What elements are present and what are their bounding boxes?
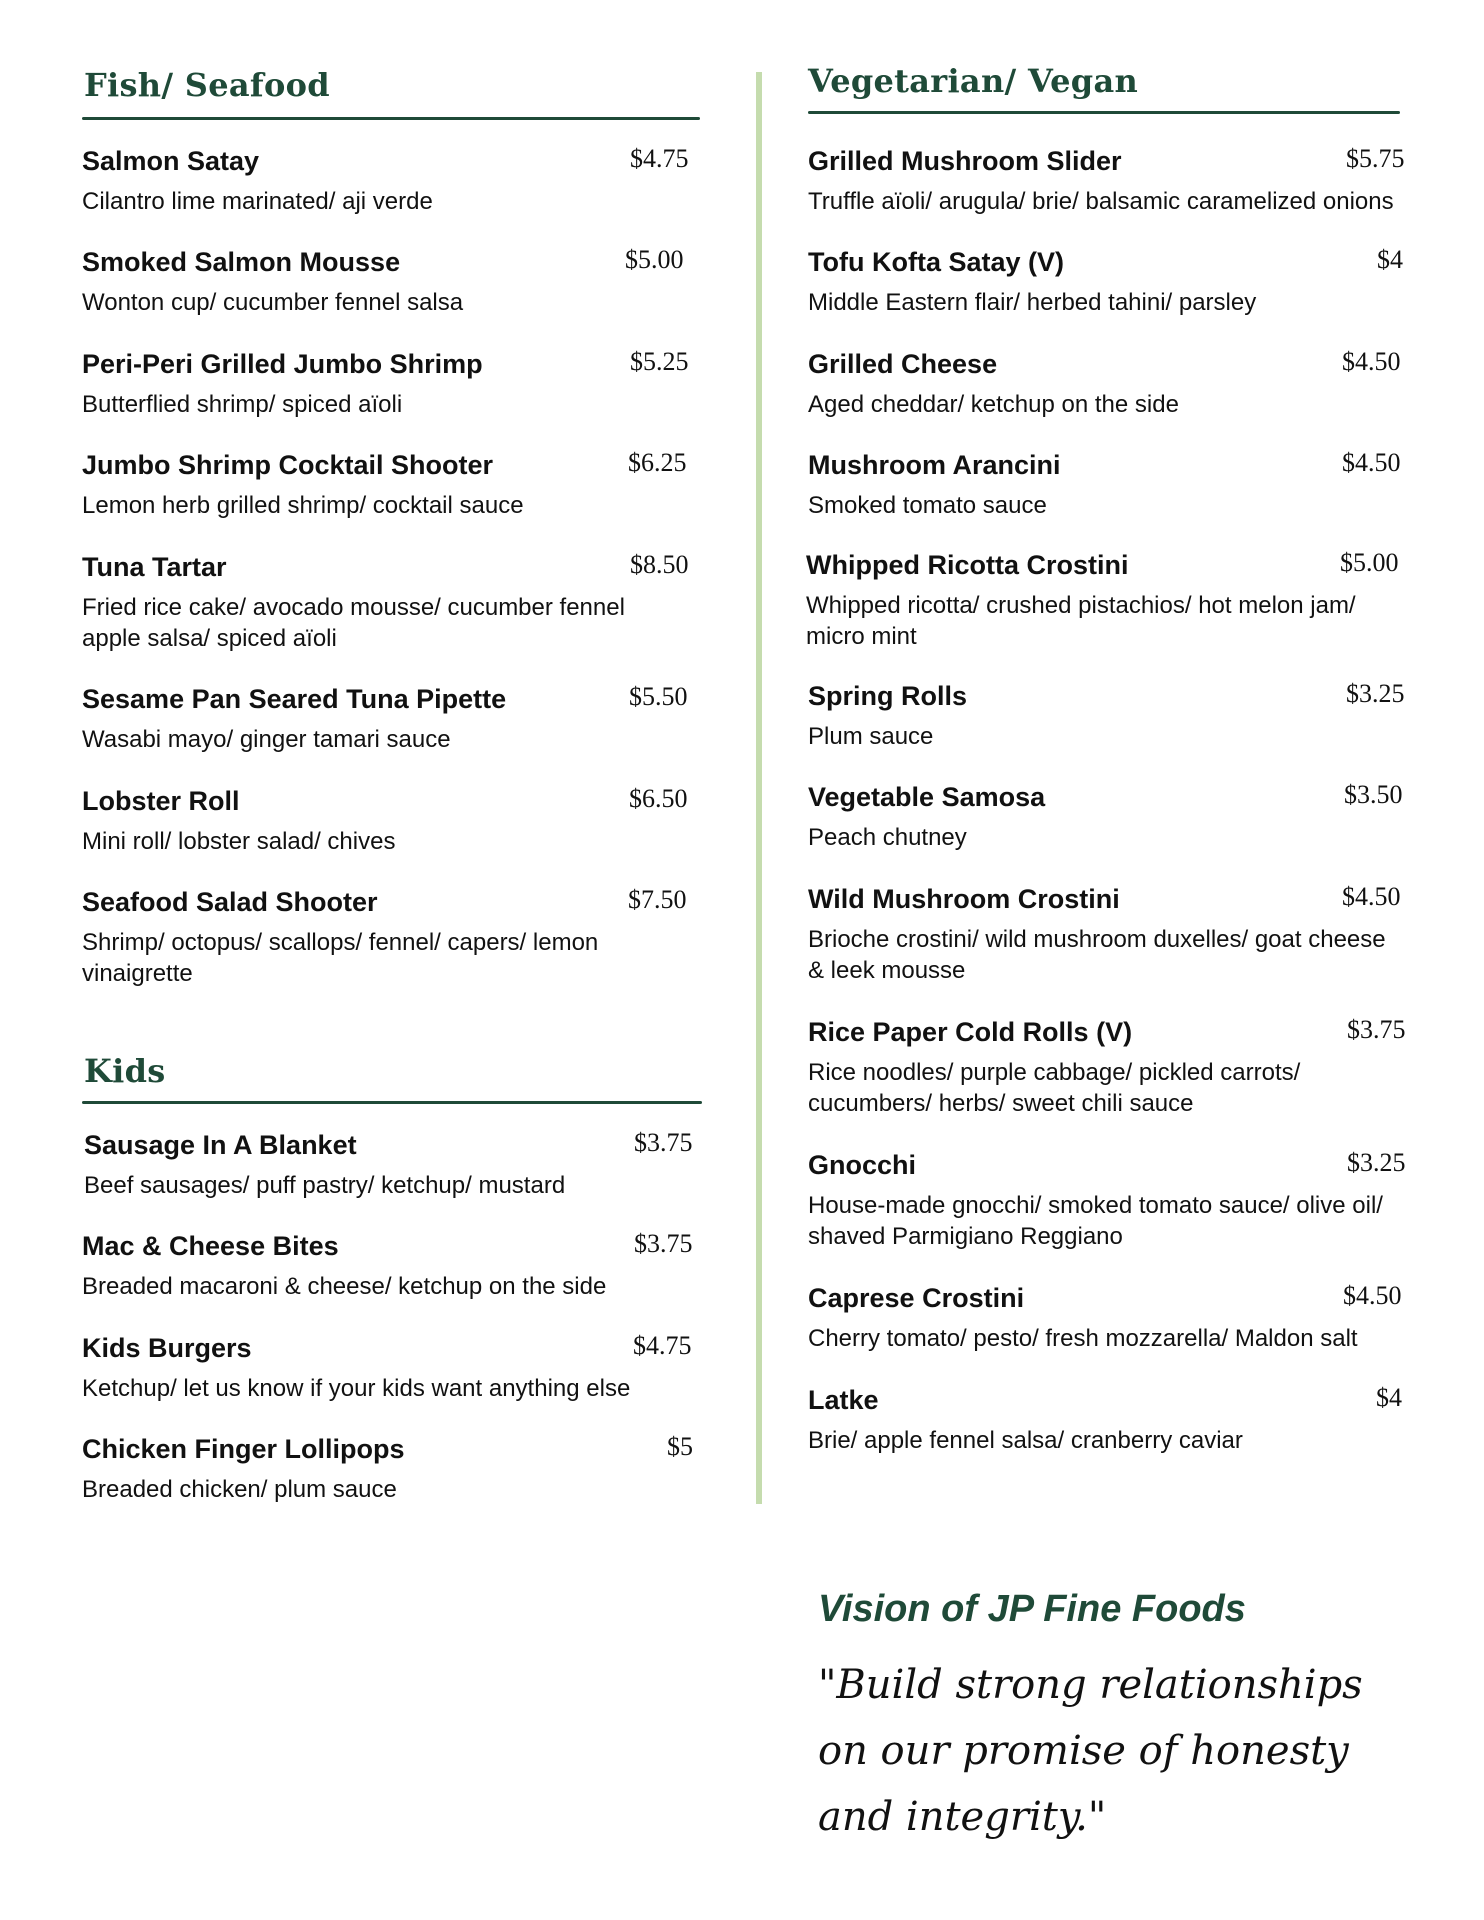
item-price: $3.75 xyxy=(1347,1015,1406,1044)
section-title-vegetarian-vegan: Vegetarian/ Vegan xyxy=(808,62,1139,100)
item-price: $4.75 xyxy=(633,1331,692,1360)
item-name: Rice Paper Cold Rolls (V) xyxy=(808,1017,1133,1047)
section-title-kids: Kids xyxy=(84,1052,166,1090)
item-name: Smoked Salmon Mousse xyxy=(82,247,401,277)
item-description: Breaded macaroni & cheese/ ketchup on the side xyxy=(82,1273,607,1300)
item-description: Aged cheddar/ ketchup on the side xyxy=(808,391,1179,418)
item-price: $7.50 xyxy=(628,885,687,914)
item-description: Brioche crostini/ wild mushroom duxelles/ goat cheese & leek mousse xyxy=(808,926,1386,984)
item-name: Seafood Salad Shooter xyxy=(82,887,378,917)
item-price: $3.25 xyxy=(1347,1148,1406,1177)
item-description: Shrimp/ octopus/ scallops/ fennel/ capers/ lemon vinaigrette xyxy=(82,929,599,987)
item-price: $4.75 xyxy=(630,144,689,173)
item-price: $5.50 xyxy=(629,682,688,711)
item-price: $5.00 xyxy=(1340,548,1399,577)
item-price: $3.75 xyxy=(634,1229,693,1258)
section-title-fish-seafood: Fish/ Seafood xyxy=(84,66,330,104)
item-name: Kids Burgers xyxy=(82,1333,252,1363)
item-description: Rice noodles/ purple cabbage/ pickled carrots/ cucumbers/ herbs/ sweet chili sauce xyxy=(808,1059,1301,1117)
item-price: $8.50 xyxy=(630,550,689,579)
item-description: Peach chutney xyxy=(808,824,967,851)
item-description: Lemon herb grilled shrimp/ cocktail sauce xyxy=(82,492,524,519)
item-price: $4.50 xyxy=(1343,1281,1402,1310)
section-rule xyxy=(82,117,700,120)
item-price: $4.50 xyxy=(1342,882,1401,911)
item-description: Wasabi mayo/ ginger tamari sauce xyxy=(82,726,451,753)
item-price: $5 xyxy=(667,1432,693,1461)
item-price: $3.25 xyxy=(1346,679,1405,708)
item-price: $3.75 xyxy=(634,1128,693,1157)
item-description: Butterflied shrimp/ spiced aïoli xyxy=(82,391,403,418)
item-description: Breaded chicken/ plum sauce xyxy=(82,1476,397,1503)
item-description: Plum sauce xyxy=(808,723,934,750)
item-description: Truffle aïoli/ arugula/ brie/ balsamic caramelized onions xyxy=(808,188,1394,215)
item-description: Whipped ricotta/ crushed pistachios/ hot melon jam/ micro mint xyxy=(806,592,1356,650)
item-name: Gnocchi xyxy=(808,1150,917,1180)
item-name: Sesame Pan Seared Tuna Pipette xyxy=(82,684,507,714)
vision-quote: "Build strong relationships on our promise of honesty and integrity." xyxy=(818,1662,1363,1840)
item-name: Grilled Mushroom Slider xyxy=(808,146,1122,176)
item-description: Beef sausages/ puff pastry/ ketchup/ mustard xyxy=(84,1172,566,1199)
column-divider xyxy=(756,72,762,1504)
item-description: House-made gnocchi/ smoked tomato sauce/ olive oil/ shaved Parmigiano Reggiano xyxy=(808,1192,1383,1250)
item-name: Mushroom Arancini xyxy=(808,450,1061,480)
item-name: Peri-Peri Grilled Jumbo Shrimp xyxy=(82,349,483,379)
item-description: Fried rice cake/ avocado mousse/ cucumber fennel apple salsa/ spiced aïoli xyxy=(82,594,625,652)
item-name: Spring Rolls xyxy=(808,681,968,711)
item-description: Cherry tomato/ pesto/ fresh mozzarella/ Maldon salt xyxy=(808,1325,1358,1352)
item-description: Wonton cup/ cucumber fennel salsa xyxy=(82,289,464,316)
item-price: $6.50 xyxy=(629,784,688,813)
vision-title: Vision of JP Fine Foods xyxy=(818,1588,1246,1630)
item-description: Ketchup/ let us know if your kids want anything else xyxy=(82,1375,631,1402)
item-name: Salmon Satay xyxy=(82,146,260,176)
item-name: Lobster Roll xyxy=(82,786,240,816)
item-name: Sausage In A Blanket xyxy=(84,1130,357,1160)
item-description: Mini roll/ lobster salad/ chives xyxy=(82,828,396,855)
item-name: Wild Mushroom Crostini xyxy=(808,884,1120,914)
item-description: Middle Eastern flair/ herbed tahini/ parsley xyxy=(808,289,1257,316)
item-name: Tofu Kofta Satay (V) xyxy=(808,247,1064,277)
item-price: $4 xyxy=(1377,245,1403,274)
item-price: $6.25 xyxy=(628,448,687,477)
item-name: Chicken Finger Lollipops xyxy=(82,1434,405,1464)
section-rule xyxy=(808,111,1400,114)
item-price: $4 xyxy=(1376,1383,1402,1412)
item-price: $5.00 xyxy=(625,245,684,274)
item-name: Vegetable Samosa xyxy=(808,782,1046,812)
item-price: $5.75 xyxy=(1346,144,1405,173)
item-name: Mac & Cheese Bites xyxy=(82,1231,339,1261)
item-description: Smoked tomato sauce xyxy=(808,492,1047,519)
item-name: Whipped Ricotta Crostini xyxy=(806,550,1129,580)
item-name: Jumbo Shrimp Cocktail Shooter xyxy=(82,450,494,480)
item-description: Brie/ apple fennel salsa/ cranberry caviar xyxy=(808,1427,1243,1454)
item-description: Cilantro lime marinated/ aji verde xyxy=(82,188,433,215)
section-rule xyxy=(82,1101,702,1104)
item-price: $4.50 xyxy=(1342,347,1401,376)
item-name: Tuna Tartar xyxy=(82,552,227,582)
item-name: Caprese Crostini xyxy=(808,1283,1025,1313)
item-price: $5.25 xyxy=(630,347,689,376)
item-name: Grilled Cheese xyxy=(808,349,998,379)
item-price: $3.50 xyxy=(1344,780,1403,809)
item-price: $4.50 xyxy=(1342,448,1401,477)
item-name: Latke xyxy=(808,1385,879,1415)
